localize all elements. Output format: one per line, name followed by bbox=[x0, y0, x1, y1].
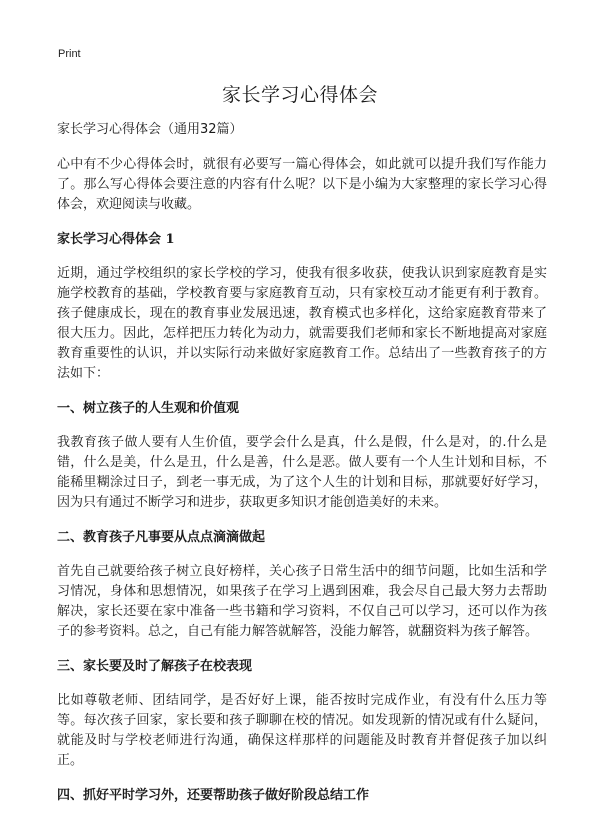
page-title: 家长学习心得体会 bbox=[221, 84, 378, 106]
intro-paragraph: 心中有不少心得体会时，就很有必要写一篇心得体会，如此就可以提升我们写作能力了。那么写心得体会要注意的内容有什么呢？以下是小编为大家整理的家长学习心得体会，欢迎阅读与收藏。 bbox=[57, 157, 547, 212]
print-link[interactable]: Print bbox=[58, 48, 81, 60]
document-body bbox=[57, 120, 547, 820]
document-subtitle: 家长学习心得体会（通用32篇） bbox=[57, 122, 243, 137]
section-heading-1: 一、树立孩子的人生观和价值观 bbox=[57, 401, 240, 416]
section-body-3: 比如尊敬老师、团结同学，是否好好上课，能否按时完成作业，有没有什么压力等等。每次孩子回家，家长要和孩子聊聊在校的情况。如发现新的情况或有什么疑问，就能及时与学校老师进行沟通，确保这样那样的问题能及时教育并督促孩子加以纠正。 bbox=[57, 693, 547, 768]
article-intro-paragraph: 近期，通过学校组织的家长学校的学习，使我有很多收获，使我认识到家庭教育是实施学校教育的基础，学校教育要与家庭教育互动，只有家校互动才能更有利于教育。孩子健康成长，现在的教育事业发展迅速，教育模式也多样化，这给家庭教育带来了很大压力。因此，怎样把压力转化为动力，就需要我们老师和家长不断地提高对家庭教育重要性的认识，并以实际行动来做好家庭教育工作。总结出了一些教育孩子的方法如下： bbox=[57, 266, 547, 381]
section-heading-4: 四、抓好平时学习外，还要帮助孩子做好阶段总结工作 bbox=[57, 788, 370, 803]
section-heading-2: 二、教育孩子凡事要从点点滴滴做起 bbox=[57, 530, 266, 545]
section-heading-3: 三、家长要及时了解孩子在校表现 bbox=[57, 659, 253, 674]
article-heading: 家长学习心得体会 1 bbox=[57, 232, 175, 247]
section-body-1: 我教育孩子做人要有人生价值，要学会什么是真，什么是假，什么是对，的.什么是错，什么是美，什么是丑，什么是善，什么是恶。做人要有一个人生计划和目标，不能稀里糊涂过日子，到老一事无成，为了这个人生的计划和目标，那就要好好学习，因为只有通过不断学习和进步，获取更多知识才能创造美好的未来。 bbox=[57, 435, 547, 510]
section-body-2: 首先自己就要给孩子树立良好榜样，关心孩子日常生活中的细节问题，比如生活和学习情况，身体和思想情况，如果孩子在学习上遇到困难，我会尽自己最大努力去帮助解决，家长还要在家中准备一些书籍和学习资料，不仅自己可以学习，还可以作为孩子的参考资料。总之，自己有能力解答就解答，没能力解答，就翻资料为孩子解答。 bbox=[57, 564, 547, 639]
